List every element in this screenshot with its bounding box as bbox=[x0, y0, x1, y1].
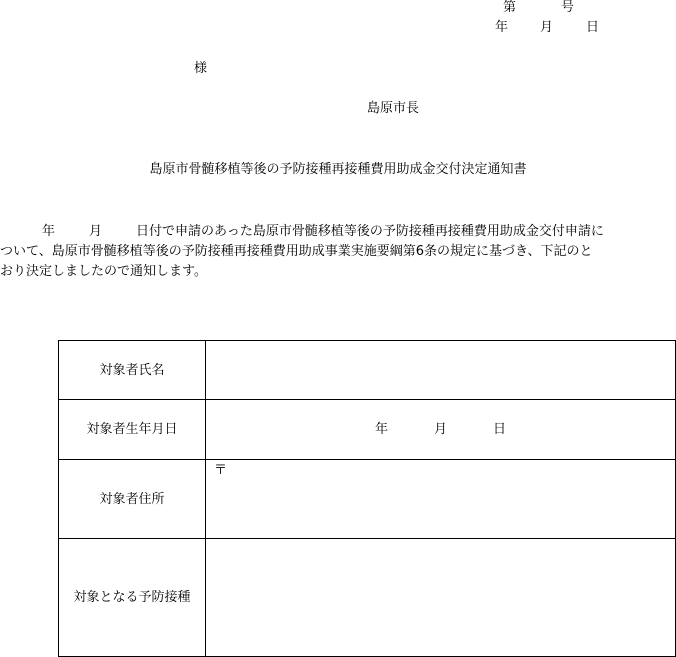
birth-month: 月 bbox=[433, 422, 447, 437]
table-row bbox=[59, 400, 676, 460]
postal-mark: 〒 bbox=[214, 463, 228, 478]
date-day: 日 bbox=[586, 20, 600, 35]
birthdate-field[interactable] bbox=[206, 400, 676, 460]
sender: 島原市長 bbox=[367, 101, 420, 116]
birthdate-label: 対象者生年月日 bbox=[59, 400, 206, 460]
addressee: 様 bbox=[194, 61, 208, 76]
body-year: 年 bbox=[42, 224, 56, 239]
recipient-table bbox=[58, 340, 676, 657]
number-suffix: 号 bbox=[561, 0, 575, 15]
body-month: 月 bbox=[89, 224, 103, 239]
body-line-2: ついて、島原市骨髄移植等後の予防接種再接種費用助成事業実施要綱第6条の規定に基づき、下記のと bbox=[0, 244, 593, 259]
date-year: 年 bbox=[495, 20, 509, 35]
vaccination-field[interactable] bbox=[206, 539, 676, 657]
body-line-1-text: 日付で申請のあった島原市骨髄移植等後の予防接種再接種費用助成金交付申請に bbox=[136, 224, 604, 239]
birth-year: 年 bbox=[374, 422, 388, 437]
address-label: 対象者住所 bbox=[59, 460, 206, 539]
name-field[interactable] bbox=[206, 341, 676, 400]
vaccination-label: 対象となる予防接種 bbox=[59, 539, 206, 657]
birth-day: 日 bbox=[493, 422, 507, 437]
date-month: 月 bbox=[540, 20, 554, 35]
name-label: 対象者氏名 bbox=[59, 341, 206, 400]
number-prefix: 第 bbox=[503, 0, 517, 15]
table-row bbox=[59, 539, 676, 657]
body-line-3: おり決定しましたので通知します。 bbox=[0, 264, 207, 279]
table-row bbox=[59, 460, 676, 539]
body-line-1 bbox=[20, 222, 672, 242]
table-row bbox=[59, 341, 676, 400]
address-field[interactable] bbox=[206, 460, 676, 539]
body-paragraph bbox=[0, 222, 672, 282]
document-title: 島原市骨髄移植等後の予防接種再接種費用助成金交付決定通知書 bbox=[149, 162, 527, 177]
